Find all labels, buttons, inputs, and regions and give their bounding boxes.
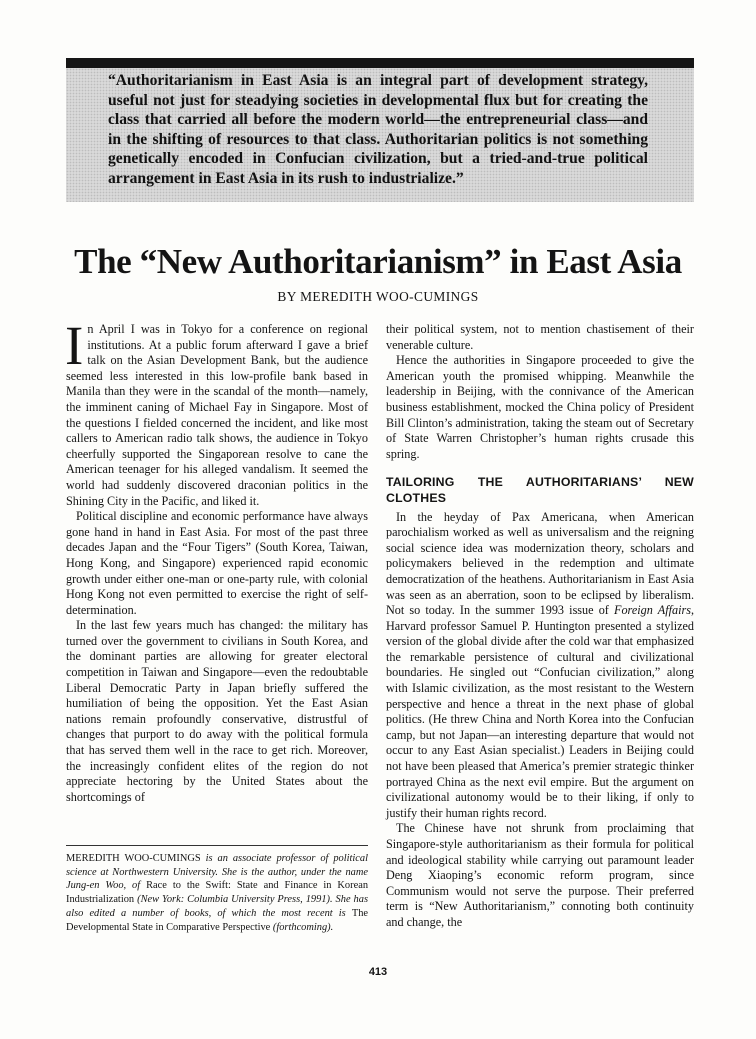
body-paragraph: Hence the authorities in Singapore proceeded to give the American youth the promised whipping. Meanwhile the leadership in Beijing, with the connivance of the American business establishment, mocked the China policy of President Bill Clinton’s administration, taking the steam out of Secretary of State Warren Christopher’s human rights crusade this spring. [386, 353, 694, 461]
opening-paragraph [65, 315, 368, 509]
author-bio [66, 852, 368, 934]
book-title: The Developmental State in Comparative Perspective [66, 907, 368, 933]
bio-text: (New York: Columbia University Press, 1991). She has also edited a number of books, of which the most recent is [66, 894, 368, 919]
page-number: 413 [368, 966, 388, 978]
body-paragraph: In the last few years much has changed: the military has turned over the government to civilians in South Korea, and the dominant parties are allowing for greater electoral competition in Taiwan and Singapore—even the redoubtable Liberal Democratic Party in Japan briefly suffered the humiliation of being the opposition. Yet the East Asian nations remain profoundly conservative, distrustful of changes that purport to do away with the political formula that has served them well in the race to get rich. Moreover, the increasingly confident elites of the region do not appreciate hectoring by the United States about the shortcomings of [66, 618, 368, 804]
paragraph-text: In the heyday of Pax Americana, when American parochialism worked as well as universalism and the reigning social science idea was modernization theory, scholars and policymakers believed in the redemption and ultimate democratization of the heathens. Authoritarianism in East Asia was seen as an aberration, soon to be eclipsed by liberalism. Not so today. In the summer 1993 issue of [386, 509, 694, 618]
left-column [65, 315, 368, 805]
right-column [386, 322, 694, 931]
book-title: Race to the Swift: State and Finance in Korean Industrialization [66, 880, 369, 906]
article-title: The “New Authoritarianism” in East Asia [74, 242, 682, 281]
footnote-divider [66, 845, 368, 846]
body-paragraph [386, 510, 694, 822]
drop-cap: I [65, 315, 84, 376]
pull-quote: “Authoritarianism in East Asia is an integral part of development strategy, useful not just for steadying societies in developmental flux but for creating the class that carried all before the modern world—the entrepreneurial class—and in the shifting of resources to that class. Authoritarian politics is not something genetically encoded in Confucian civilization, but a tried-and-true political arrangement in East Asia in its rush to industrialize.” [108, 72, 648, 187]
body-paragraph: The Chinese have not shrunk from proclaiming that Singapore-style authoritarianism as their formula for political and ideological stability while carrying out paramount leader Deng Xiaoping’s economic reform program, since Communism would not serve the purpose. Their preferred term is “New Authoritarianism,” connoting both continuity and change, the [386, 821, 694, 929]
byline: BY MEREDITH WOO-CUMINGS [277, 289, 479, 304]
section-subhead: TAILORING THE AUTHORITARIANS’ NEW CLOTHES [386, 475, 694, 505]
paragraph-text: , Harvard professor Samuel P. Huntington presented a stylized version of the global divide after the cold war that emphasized the remarkable persistence of cultural and civilizational boundaries. He singled out “Confucian civilization,” along with Islamic civilization, as the most resistant to the Western perspective and hence a threat in the next phase of global politics. (He threw China and North Korea into the Confucian camp, but not Japan—an interesting departure that would not occur to any East Asian specialist.) Leaders in Beijing could not have been pleased that America’s premier strategic thinker portrayed China as the next evil empire. But the argument on civilizational autonomy would be to their liking, if only to justify their human rights record. [386, 603, 694, 820]
bio-text: (forthcoming). [270, 921, 334, 933]
top-rule [66, 58, 694, 68]
body-paragraph: their political system, not to mention chastisement of their venerable culture. [386, 322, 694, 352]
body-paragraph: Political discipline and economic performance have always gone hand in hand in East Asia. For most of the past three decades Japan and the “Four Tigers” (South Korea, Taiwan, Hong Kong, and Singapore) experienced rapid economic growth under either one-man or one-party rule, with colonial Hong Kong not even permitted to exercise the right of self-determination. [66, 509, 368, 617]
journal-title: Foreign Affairs [614, 603, 691, 618]
opening-paragraph-text: n April I was in Tokyo for a conference on regional institutions. At a public forum afterward I gave a brief talk on the Asian Development Bank, but the audience seemed less interested in this low-profile bank based in Manila than they were in the scandal of the month—namely, the imminent caning of Michael Fay in Singapore. Most of the questions I fielded concerned the incident, and like most callers to American radio talk shows, the audience in Tokyo cheerfully supported the Singaporean resolve to cane the American teenager for his alleged vandalism. It seemed the world had suddenly discovered draconian politics in the Shining City in the Pacific, and liked it. [66, 322, 368, 508]
author-name: MEREDITH WOO-CUMINGS [66, 853, 201, 864]
bio-text: is an associate professor of political science at Northwestern University. She is the author, under the name Jung-en Woo, of [66, 853, 368, 892]
